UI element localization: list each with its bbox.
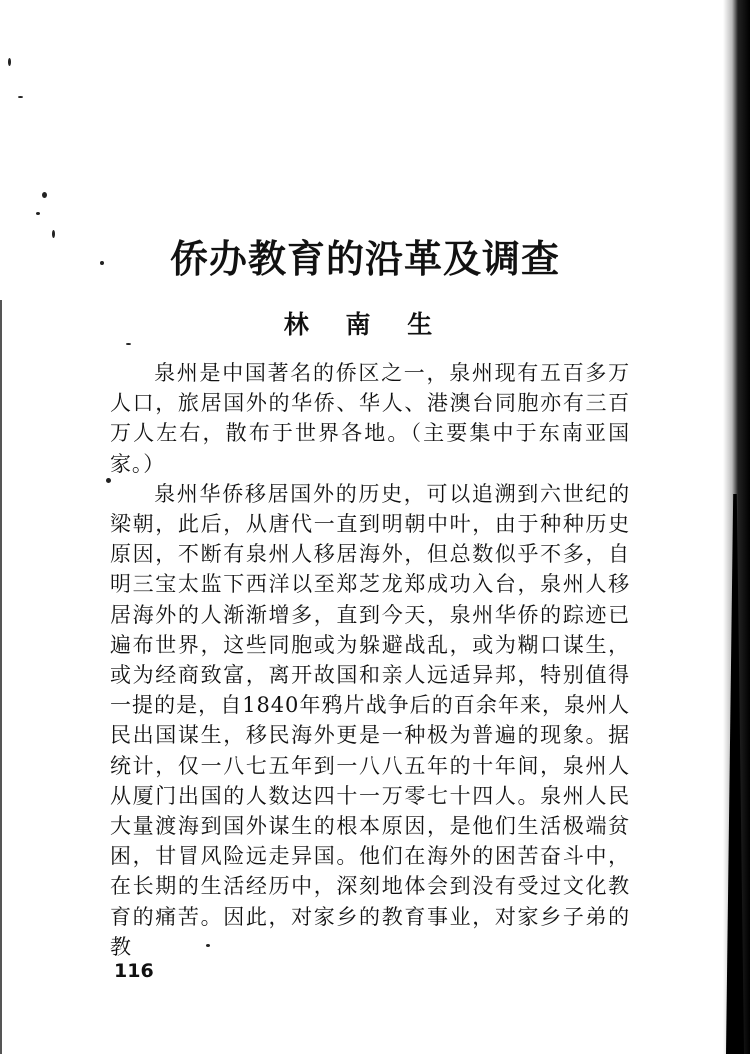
page-number: 116 bbox=[114, 960, 154, 982]
scan-binding-spike bbox=[726, 494, 744, 1054]
body-paragraph: 泉州华侨移居国外的历史，可以追溯到六世纪的梁朝，此后，从唐代一直到明朝中叶，由于种种历史原因，不断有泉州人移居海外，但总数似乎不多，自明三宝太监下西洋以至郑芝龙郑成功入台，泉州人移居海外的人渐渐增多，直到今天，泉州华侨的踪迹已遍布世界，这些同胞或为躲避战乱，或为糊口谋生，或为经商致富，离开故国和亲人远适异邦，特别值得一提的是，自1840年鸦片战争后的百余年来，泉州人民出国谋生，移民海外更是一种极为普遍的现象。据统计，仅一八七五年到一八八五年的十年间，泉州人从厦门出国的人数达四十一万零七十四人。泉州人民大量渡海到国外谋生的根本原因，是他们生活极端贫困，甘冒风险远走异国。他们在海外的困苦奋斗中，在长期的生活经历中，深刻地体会到没有受过文化教育的痛苦。因此，对家乡的教育事业，对家乡子弟的教 bbox=[110, 481, 630, 959]
scan-speck bbox=[126, 343, 131, 345]
article-body bbox=[110, 358, 630, 962]
scan-speck bbox=[18, 96, 23, 98]
scan-speck bbox=[42, 192, 47, 198]
article-title: 侨办教育的沿革及调查 bbox=[169, 237, 560, 281]
body-paragraph: 泉州是中国著名的侨区之一，泉州现有五百多万人口，旅居国外的华侨、华人、港澳台同胞亦有三百万人左右，散布于世界各地。（主要集中于东南亚国家。） bbox=[110, 361, 630, 476]
scan-binding-shadow bbox=[690, 0, 750, 1054]
scan-left-edge bbox=[0, 300, 2, 1054]
scan-speck bbox=[8, 58, 11, 66]
scan-speck bbox=[36, 212, 40, 215]
article-author: 林 南 生 bbox=[283, 310, 447, 339]
